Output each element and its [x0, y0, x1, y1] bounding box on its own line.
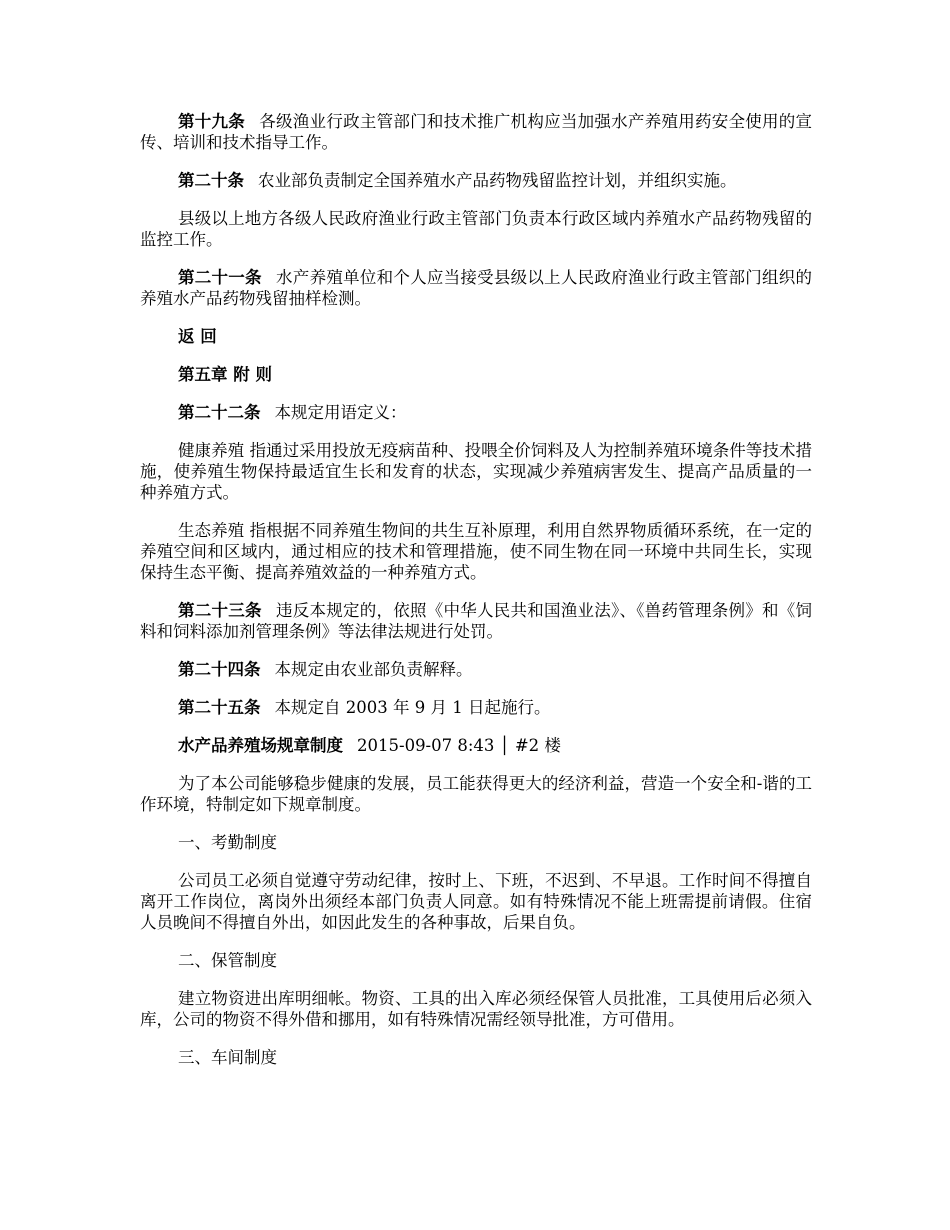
return-label[interactable]: 返 回: [178, 327, 217, 346]
chapter-title: 第五章 附 则: [178, 365, 272, 384]
article-25: [140, 697, 812, 718]
paragraph-text: 县级以上地方各级人民政府渔业行政主管部门负责本行政区域内养殖水产品药物残留的监控工作。: [140, 209, 812, 249]
paragraph-text: 生态养殖 指根据不同养殖生物间的共生互补原理，利用自然界物质循环系统，在一定的养殖空间和区域内，通过相应的技术和管理措施，使不同生物在同一环境中共同生长，实现保持生态平衡、提高养殖效益的一种养殖方式。: [140, 521, 812, 582]
article-heading: 第十九条: [178, 112, 246, 131]
paragraph-text: 建立物资进出库明细帐。物资、工具的出入库必须经保管人员批准，工具使用后必须入库，公司的物资不得外借和挪用，如有特殊情况需经领导批准，方可借用。: [140, 989, 812, 1029]
paragraph-county-monitoring: [140, 208, 812, 250]
article-text: 本规定用语定义：: [274, 403, 407, 422]
section-storage-heading: [140, 950, 812, 971]
article-text: 水产养殖单位和个人应当接受县级以上人民政府渔业行政主管部门组织的养殖水产品药物残留抽样检测。: [140, 268, 813, 308]
post-title: 水产品养殖场规章制度: [178, 736, 343, 755]
article-text: 本规定自 2003 年 9 月 1 日起施行。: [274, 698, 551, 717]
article-text: 违反本规定的，依照《中华人民共和国渔业法》、《兽药管理条例》和《饲料和饲料添加剂管理条例》等法律法规进行处罚。: [140, 601, 812, 641]
article-text: 本规定由农业部负责解释。: [274, 660, 473, 679]
article-heading: 第二十五条: [178, 698, 261, 717]
article-23: [140, 600, 812, 642]
article-19: [140, 111, 812, 153]
article-heading: 第二十四条: [178, 660, 261, 679]
section-attendance-body: [140, 870, 812, 933]
article-heading: 第二十一条: [178, 268, 262, 287]
article-heading: 第二十三条: [178, 601, 262, 620]
paragraph-text: 健康养殖 指通过采用投放无疫病苗种、投喂全价饲料及人为控制养殖环境条件等技术措施，使养殖生物保持最适宜生长和发育的状态，实现减少养殖病害发生、提高产品质量的一种养殖方式。: [140, 441, 812, 502]
article-21: [140, 267, 812, 309]
article-24: [140, 659, 812, 680]
document-page: [140, 111, 812, 1085]
definition-ecological-farming: [140, 520, 812, 583]
return-link[interactable]: [140, 326, 812, 347]
rules-intro: [140, 773, 812, 815]
post-meta: 2015-09-07 8:43 │ #2 楼: [357, 736, 561, 755]
section-title: 一、考勤制度: [178, 833, 277, 852]
section-workshop-heading: [140, 1047, 812, 1068]
section-storage-body: [140, 988, 812, 1030]
article-22: [140, 402, 812, 423]
article-heading: 第二十条: [178, 171, 244, 190]
article-heading: 第二十二条: [178, 403, 261, 422]
article-text: 各级渔业行政主管部门和技术推广机构应当加强水产养殖用药安全使用的宣传、培训和技术指导工作。: [140, 112, 813, 152]
article-text: 农业部负责制定全国养殖水产品药物残留监控计划，并组织实施。: [258, 171, 737, 190]
section-title: 二、保管制度: [178, 951, 277, 970]
post-header: [140, 735, 812, 756]
section-title: 三、车间制度: [178, 1048, 277, 1067]
paragraph-text: 公司员工必须自觉遵守劳动纪律，按时上、下班，不迟到、不早退。工作时间不得擅自离开工作岗位，离岗外出须经本部门负责人同意。如有特殊情况不能上班需提前请假。住宿人员晚间不得擅自外出，如因此发生的各种事故，后果自负。: [140, 871, 812, 932]
article-20: [140, 170, 812, 191]
section-attendance-heading: [140, 832, 812, 853]
definition-healthy-farming: [140, 440, 812, 503]
chapter-5-heading: [140, 364, 812, 385]
paragraph-text: 为了本公司能够稳步健康的发展，员工能获得更大的经济利益，营造一个安全和-谐的工作环境，特制定如下规章制度。: [140, 774, 812, 814]
